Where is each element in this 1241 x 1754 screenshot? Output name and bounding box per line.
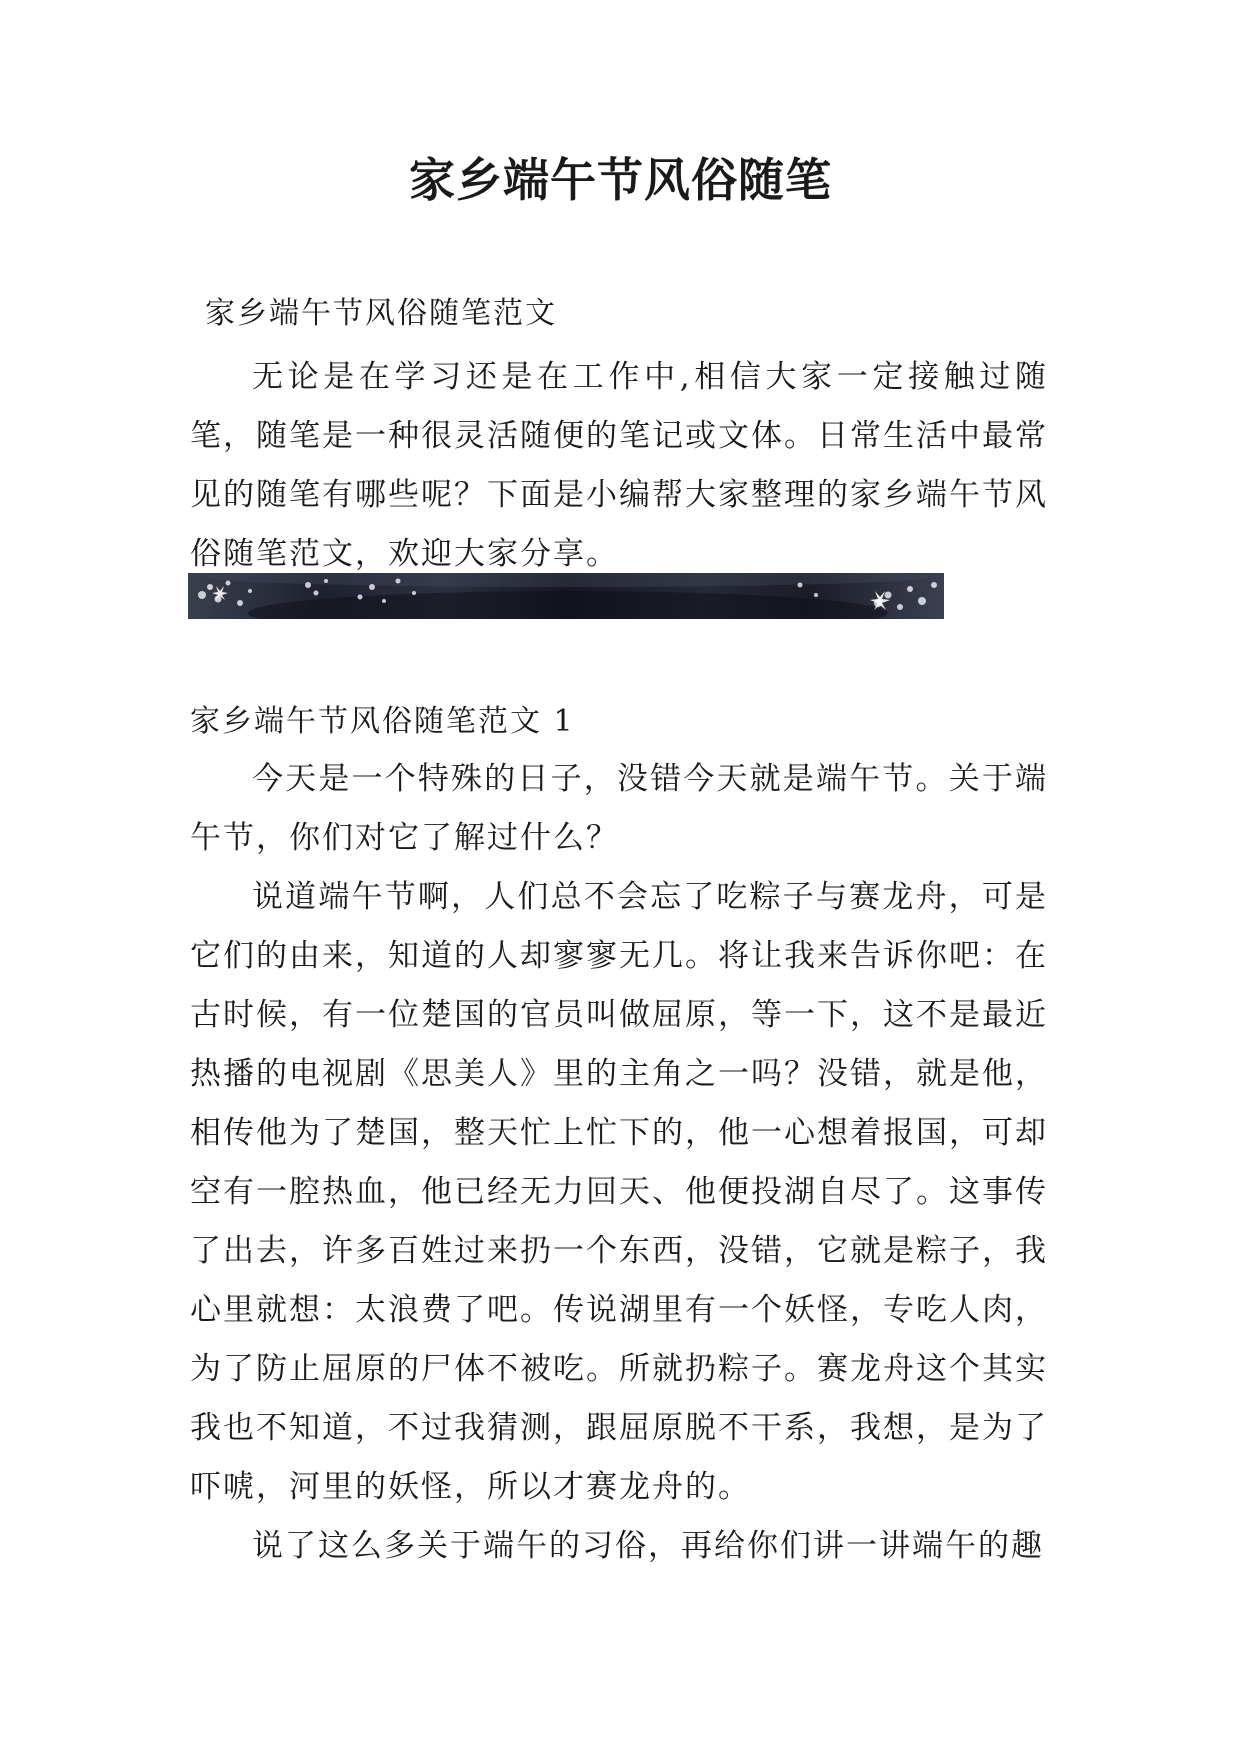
- intro-section: [190, 348, 1048, 584]
- floral-pattern-icon: [188, 573, 944, 619]
- document-title: 家乡端午节风俗随笔: [409, 153, 832, 207]
- intro-paragraph: 无论是在学习还是在工作中,相信大家一定接触过随笔，随笔是一种很灵活随便的笔记或文体。日常生活中最常见的随笔有哪些呢？下面是小编帮大家整理的家乡端午节风俗随笔范文，欢迎大家分享。: [190, 359, 1048, 572]
- section-paragraph: 说道端午节啊，人们总不会忘了吃粽子与赛龙舟，可是它们的由来，知道的人却寥寥无几。将让我来告诉你吧：在古时候，有一位楚国的官员叫做屈原，等一下，这不是最近热播的电视剧《思美人》里的主角之一吗？没错，就是他，相传他为了楚国，整天忙上忙下的，他一心想着报国，可却空有一腔热血，他已经无力回天、他便投湖自尽了。这事传了出去，许多百姓过来扔一个东西，没错，它就是粽子，我心里就想：太浪费了吧。传说湖里有一个妖怪，专吃人肉，为了防止屈原的尸体不被吃。所就扔粽子。赛龙舟这个其实我也不知道，不过我猜测，跟屈原脱不干系，我想，是为了吓唬，河里的妖怪，所以才赛龙舟的。: [190, 879, 1048, 1505]
- decorative-floral-banner: [188, 573, 944, 619]
- section-paragraph: 说了这么多关于端午的习俗，再给你们讲一讲端午的趣: [252, 1528, 1044, 1564]
- document-subtitle: 家乡端午节风俗随笔范文: [205, 296, 557, 331]
- section-body: [190, 750, 1048, 1576]
- section-paragraph: 今天是一个特殊的日子，没错今天就是端午节。关于端午节，你们对它了解过什么？: [190, 761, 1048, 856]
- section-heading: 家乡端午节风俗随笔范文 1: [190, 704, 575, 739]
